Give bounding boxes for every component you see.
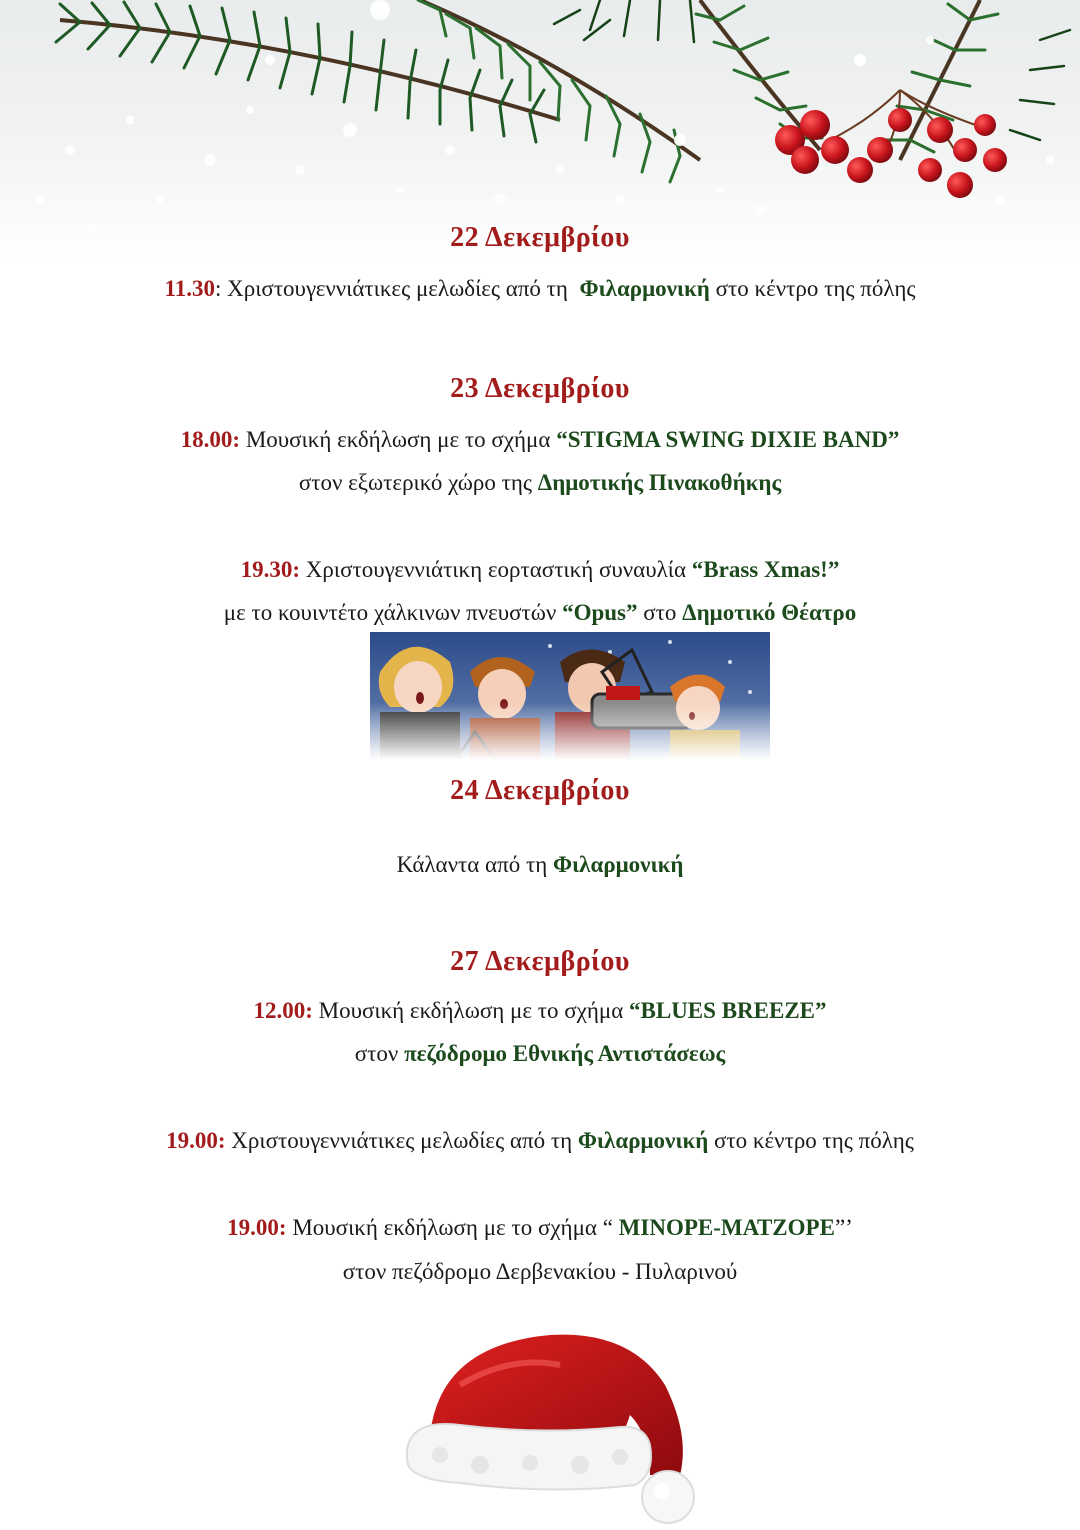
date-heading-27: 27 Δεκεμβρίου xyxy=(450,946,630,977)
event-time: 12.00: xyxy=(253,998,313,1023)
event-text: Μουσική εκδήλωση με το σχήμα “ xyxy=(286,1215,619,1240)
event-highlight: πεζόδρομο Εθνικής Αντιστάσεως xyxy=(404,1041,726,1066)
event-22-1130 xyxy=(0,276,1080,302)
event-27-1900-philharmonic xyxy=(0,1128,1080,1154)
event-highlight: Δημοτικό Θέατρο xyxy=(682,600,857,625)
date-heading-22: 22 Δεκεμβρίου xyxy=(450,222,630,253)
event-time: 19.30: xyxy=(240,557,301,582)
event-highlight: ΜΙΝΟΡΕ-ΜΑΤΖΟΡΕ xyxy=(618,1215,835,1240)
event-27-1200-location xyxy=(0,1041,1080,1067)
event-text: στον πεζόδρομο Δερβενακίου - Πυλαρινού xyxy=(342,1259,738,1284)
event-23-1930 xyxy=(0,557,1080,583)
pine-branch-banner-image xyxy=(0,0,1080,260)
event-text: στο xyxy=(637,600,683,625)
pine-branch-illustration xyxy=(0,0,1080,260)
event-24-carols xyxy=(0,852,1080,878)
event-text: στον xyxy=(354,1041,405,1066)
event-text: Μουσική εκδήλωση με το σχήμα xyxy=(312,998,630,1023)
event-text: Χριστουγεννιάτικες μελωδίες από τη xyxy=(227,276,574,301)
event-23-1800 xyxy=(0,427,1080,453)
event-highlight: Δημοτικής Πινακοθήκης xyxy=(537,470,782,495)
event-27-1900-minore xyxy=(0,1215,1080,1241)
event-text: ”’ xyxy=(834,1215,853,1240)
santa-hat-icon xyxy=(400,1325,710,1525)
event-highlight: Φιλαρμονική xyxy=(577,1128,709,1153)
event-text: Χριστουγεννιάτικες μελωδίες από τη xyxy=(225,1128,578,1153)
children-singing-illustration xyxy=(370,632,770,760)
event-27-1900-minore-location xyxy=(0,1259,1080,1285)
event-text: Χριστουγεννιάτικη εορταστική συναυλία xyxy=(300,557,692,582)
event-time: 11.30 xyxy=(164,276,215,301)
event-time: 19.00: xyxy=(227,1215,287,1240)
event-highlight: “Brass Xmas!” xyxy=(691,557,840,582)
date-heading-23: 23 Δεκεμβρίου xyxy=(450,373,630,404)
event-text: Κάλαντα από τη xyxy=(396,852,553,877)
date-heading-24: 24 Δεκεμβρίου xyxy=(450,775,630,806)
carolers-image xyxy=(370,632,770,760)
event-highlight: “STIGMA SWING DIXIE BAND” xyxy=(556,427,900,452)
event-highlight: “Opus” xyxy=(562,600,638,625)
event-23-1930-location xyxy=(0,600,1080,626)
event-text: με το κουιντέτο χάλκινων πνευστών xyxy=(223,600,563,625)
santa-hat-image xyxy=(400,1325,710,1525)
event-time: 18.00: xyxy=(180,427,241,452)
event-text: στο κέντρο της πόλης xyxy=(708,1128,914,1153)
event-27-1200 xyxy=(0,998,1080,1024)
event-highlight: Φιλαρμονική xyxy=(552,852,684,877)
event-text: στο κέντρο της πόλης xyxy=(709,276,916,301)
event-highlight: Φιλαρμονική xyxy=(579,276,710,301)
event-text: Μουσική εκδήλωση με το σχήμα xyxy=(240,427,557,452)
event-separator: : xyxy=(215,276,228,301)
event-time: 19.00: xyxy=(166,1128,226,1153)
event-23-1800-location xyxy=(0,470,1080,496)
event-text: στον εξωτερικό χώρο της xyxy=(298,470,538,495)
event-highlight: “BLUES BREEZE” xyxy=(629,998,827,1023)
